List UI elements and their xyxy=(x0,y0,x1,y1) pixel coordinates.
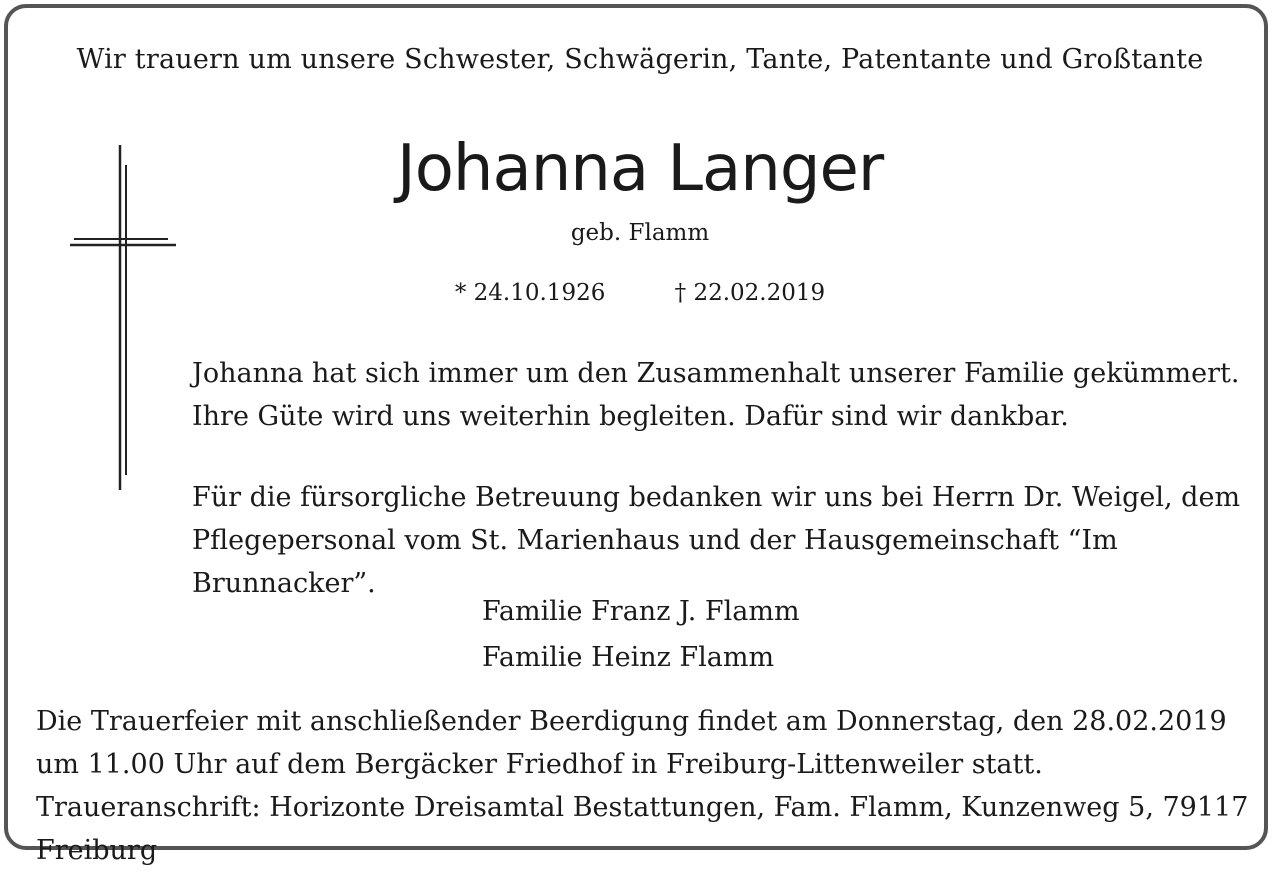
death-date: † 22.02.2019 xyxy=(674,280,826,306)
maiden-name: geb. Flamm xyxy=(570,220,710,246)
mourning-heading: Wir trauern um unsere Schwester, Schwägerin, Tante, Patentante und Großtante xyxy=(76,44,1204,75)
family-signature: Familie Franz J. Flamm xyxy=(482,596,800,627)
deceased-name: Johanna Langer xyxy=(396,132,884,206)
mourning-address: Traueranschrift: Horizonte Dreisamtal Bestattungen, Fam. Flamm, Kunzenweg 5, 79117 Freiburg xyxy=(36,792,1249,866)
family-signature: Familie Heinz Flamm xyxy=(482,642,775,673)
life-dates xyxy=(0,280,1280,306)
tribute-paragraph: Johanna hat sich immer um den Zusammenhalt unserer Familie gekümmert. Ihre Güte wird uns weiterhin begleiten. Dafür sind wir dankbar. xyxy=(192,358,1240,432)
thanks-paragraph: Für die fürsorgliche Betreuung bedanken wir uns bei Herrn Dr. Weigel, dem Pflegepersonal vom St. Marienhaus und der Hausgemeinschaft “Im Brunnacker”. xyxy=(192,482,1241,599)
funeral-details: Die Trauerfeier mit anschließender Beerdigung findet am Donnerstag, den 28.02.2019 um 11.00 Uhr auf dem Bergäcker Friedhof in Freiburg-Littenweiler statt. xyxy=(36,706,1227,780)
birth-date: * 24.10.1926 xyxy=(454,280,606,306)
